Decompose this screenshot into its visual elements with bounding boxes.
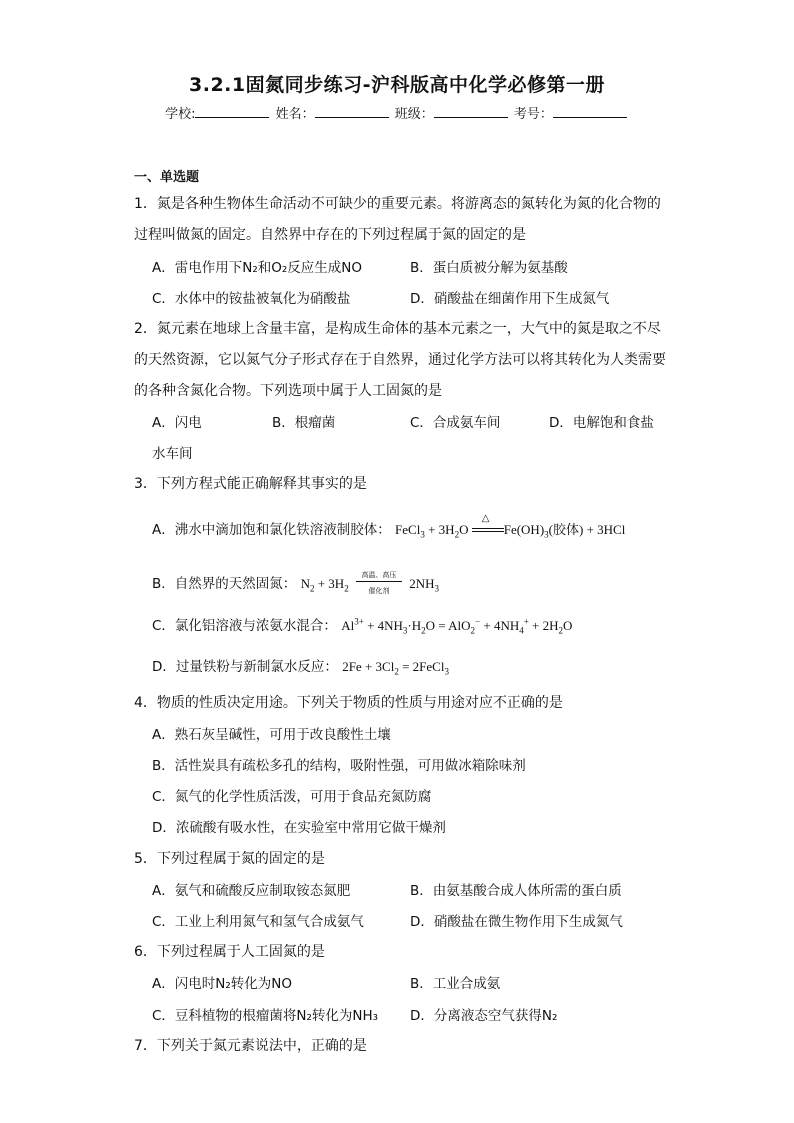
question-2-option-a[interactable]: A．闪电: [152, 415, 202, 431]
question-1-line-1: 1．氮是各种生物体生命活动不可缺少的重要元素。将游离态的氮转化为氮的化合物的: [134, 196, 661, 212]
question-3-line-1: 3．下列方程式能正确解释其事实的是: [134, 476, 367, 492]
question-1-option-b[interactable]: B．蛋白质被分解为氨基酸: [410, 260, 568, 276]
question-2-line-2: 的天然资源，它以氮气分子形式存在于自然界，通过化学方法可以将其转化为人类需要: [134, 352, 666, 368]
page-title: 3.2.1固氮同步练习-沪科版高中化学必修第一册: [189, 74, 605, 96]
question-4-option-b[interactable]: B．活性炭具有疏松多孔的结构，吸附性强，可用做冰箱除味剂: [152, 758, 526, 774]
question-6-option-c[interactable]: C．豆科植物的根瘤菌将N₂转化为NH₃: [152, 1008, 379, 1024]
question-5-option-d[interactable]: D．硝酸盐在微生物作用下生成氮气: [410, 914, 623, 930]
school-blank[interactable]: [195, 105, 269, 118]
question-1-option-d[interactable]: D．硝酸盐在细菌作用下生成氮气: [410, 291, 610, 307]
exam-number-label: 考号：: [513, 107, 553, 122]
question-2-option-c[interactable]: C．合成氨车间: [410, 415, 501, 431]
heating-arrow: △: [472, 523, 504, 539]
question-3-option-b-text: B．自然界的天然固氮：: [152, 576, 297, 592]
question-2-option-d-continued: 水车间: [152, 446, 193, 462]
question-2-line-1: 2．氮元素在地球上含量丰富，是构成生命体的基本元素之一，大气中的氮是取之不尽: [134, 321, 661, 337]
question-6-option-d[interactable]: D．分离液态空气获得N₂: [410, 1008, 558, 1024]
question-2-line-3: 的各种含氮化合物。下列选项中属于人工固氮的是: [134, 383, 442, 399]
question-6-option-a[interactable]: A．闪电时N₂转化为NO: [152, 976, 292, 992]
question-1-option-c[interactable]: C．水体中的铵盐被氧化为硝酸盐: [152, 291, 351, 307]
question-2-option-b[interactable]: B．根瘤菌: [272, 415, 336, 431]
question-4-option-a[interactable]: A．熟石灰呈碱性，可用于改良酸性土壤: [152, 727, 391, 743]
question-2-option-d[interactable]: D．电解饱和食盐: [549, 415, 654, 431]
class-blank[interactable]: [434, 105, 508, 118]
question-6-option-b[interactable]: B．工业合成氨: [410, 976, 501, 992]
school-label: 学校:: [165, 107, 196, 122]
question-1-line-2: 过程叫做氮的固定。自然界中存在的下列过程属于氮的固定的是: [134, 227, 526, 243]
question-4-line-1: 4．物质的性质决定用途。下列关于物质的性质与用途对应不正确的是: [134, 695, 563, 711]
question-4-option-c[interactable]: C．氮气的化学性质活泼，可用于食品充氮防腐: [152, 789, 432, 805]
name-label: 姓名：: [275, 107, 315, 122]
question-4-option-d[interactable]: D．浓硫酸有吸水性，在实验室中常用它做干燥剂: [152, 820, 446, 836]
question-3-option-a-text: A．沸水中滴加饱和氯化铁溶液制胶体：: [152, 522, 391, 538]
equation-b: $N_2 + 3H_2$ 高温、高压 催化剂 $2NH_3$: [300, 571, 439, 596]
question-5-option-c[interactable]: C．工业上利用氮气和氢气合成氨气: [152, 914, 364, 930]
class-label: 班级：: [394, 107, 434, 122]
question-5-option-a[interactable]: A．氨气和硫酸反应制取铵态氮肥: [152, 883, 351, 899]
reaction-condition-arrow: 高温、高压 催化剂: [352, 576, 406, 594]
student-info-row: [0, 103, 794, 122]
question-5-option-b[interactable]: B．由氨基酸合成人体所需的蛋白质: [410, 883, 622, 899]
question-3-option-d-text: D．过量铁粉与新制氯水反应：: [152, 659, 338, 675]
section-heading: 一、单选题: [134, 170, 200, 185]
question-3-option-a[interactable]: [152, 513, 626, 540]
question-5-line-1: 5．下列过程属于氮的固定的是: [134, 851, 325, 867]
name-blank[interactable]: [315, 105, 389, 118]
question-3-option-c-text: C．氯化铝溶液与浓氨水混合：: [152, 618, 337, 634]
equation-a: FeCl$_3$ + $3H_2O$ △ $Fe(OH)_3$(胶体) + 3HCl: [395, 513, 626, 540]
exam-number-blank[interactable]: [553, 105, 627, 118]
question-3-option-b[interactable]: [152, 572, 439, 594]
question-3-option-c[interactable]: [152, 614, 572, 636]
question-3-option-d[interactable]: [152, 655, 449, 677]
equation-d: $2Fe + 3Cl_2$ = 2FeCl$_3$: [342, 659, 449, 677]
question-6-line-1: 6．下列过程属于人工固氮的是: [134, 944, 325, 960]
question-1-option-a[interactable]: A．雷电作用下N₂和O₂反应生成NO: [152, 260, 363, 276]
question-7-line-1: 7．下列关于氮元素说法中，正确的是: [134, 1038, 367, 1054]
equation-c: $Al^{3+} + 4NH_3\cdot H_2O = AlO_2^- + 4NH_4^+ + 2H_2O$: [341, 616, 573, 636]
